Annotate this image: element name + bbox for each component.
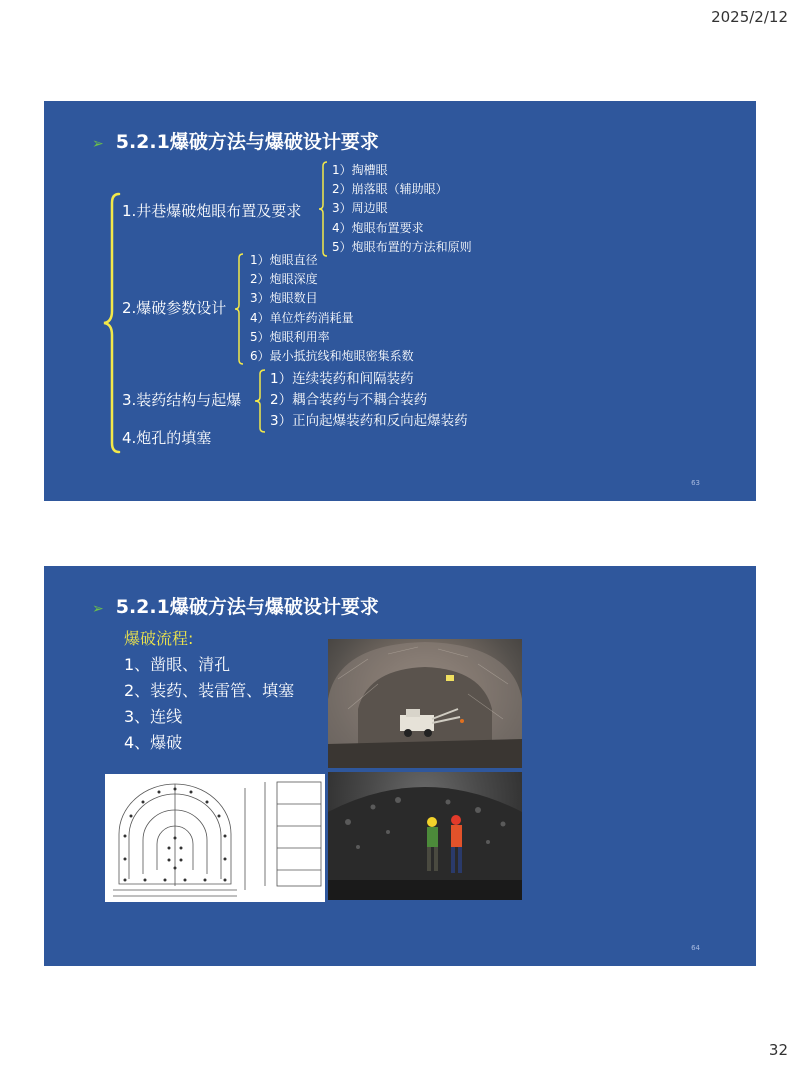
flow-step: 1、凿眼、清孔 [124, 655, 231, 674]
main-brace-icon [102, 193, 122, 453]
blasting-flow-list [124, 626, 294, 756]
blasthole-layout-drawing [105, 774, 325, 902]
section-3-label: 3.装药结构与起爆 [122, 391, 242, 409]
section-2-label: 2.爆破参数设计 [122, 299, 227, 317]
section-1-label: 1.井巷爆破炮眼布置及要求 [122, 202, 302, 220]
bullet-arrow-icon: ➢ [92, 601, 104, 617]
section-1-brace-icon [318, 161, 328, 257]
slide-title: ➢ 5.2.1爆破方法与爆破设计要求 [92, 596, 379, 618]
list-item: 4）单位炸药消耗量 [250, 310, 354, 325]
flow-step: 3、连线 [124, 707, 183, 726]
flow-title: 爆破流程: [124, 629, 194, 648]
slide-number: 63 [691, 479, 700, 487]
print-date: 2025/2/12 [711, 8, 788, 26]
section-2-items [250, 251, 414, 366]
list-item: 1）炮眼直径 [250, 253, 318, 267]
page-number: 32 [768, 1041, 788, 1059]
list-item: 6）最小抵抗线和炮眼密集系数 [250, 349, 414, 364]
section-4-label: 4.炮孔的填塞 [122, 429, 212, 447]
section-3-items [270, 369, 468, 432]
list-item: 3）周边眼 [332, 201, 388, 216]
slide-title: ➢ 5.2.1爆破方法与爆破设计要求 [92, 131, 379, 153]
slide-63 [44, 101, 756, 501]
slide-64 [44, 566, 756, 966]
list-item: 2）耦合装药与不耦合装药 [270, 392, 428, 408]
section-2-brace-icon [234, 253, 244, 365]
tunnel-workers-photo [328, 772, 522, 900]
slide-number: 64 [691, 944, 700, 952]
list-item: 3）炮眼数目 [250, 291, 318, 306]
list-item: 3）正向起爆装药和反向起爆装药 [270, 413, 468, 429]
section-1-items [332, 161, 472, 257]
list-item: 1）连续装药和间隔装药 [270, 371, 414, 387]
list-item: 5）炮眼布置的方法和原则 [332, 239, 472, 254]
list-item: 2）崩落眼（辅助眼） [332, 182, 448, 197]
bullet-arrow-icon: ➢ [92, 136, 104, 152]
list-item: 2）炮眼深度 [250, 272, 318, 287]
list-item: 1）掏槽眼 [332, 163, 388, 177]
section-3-brace-icon [254, 369, 266, 433]
list-item: 4）炮眼布置要求 [332, 220, 424, 235]
flow-step: 2、装药、装雷管、填塞 [124, 681, 295, 700]
tunnel-drill-jumbo-photo [328, 639, 522, 768]
list-item: 5）炮眼利用率 [250, 329, 330, 344]
flow-step: 4、爆破 [124, 733, 183, 752]
